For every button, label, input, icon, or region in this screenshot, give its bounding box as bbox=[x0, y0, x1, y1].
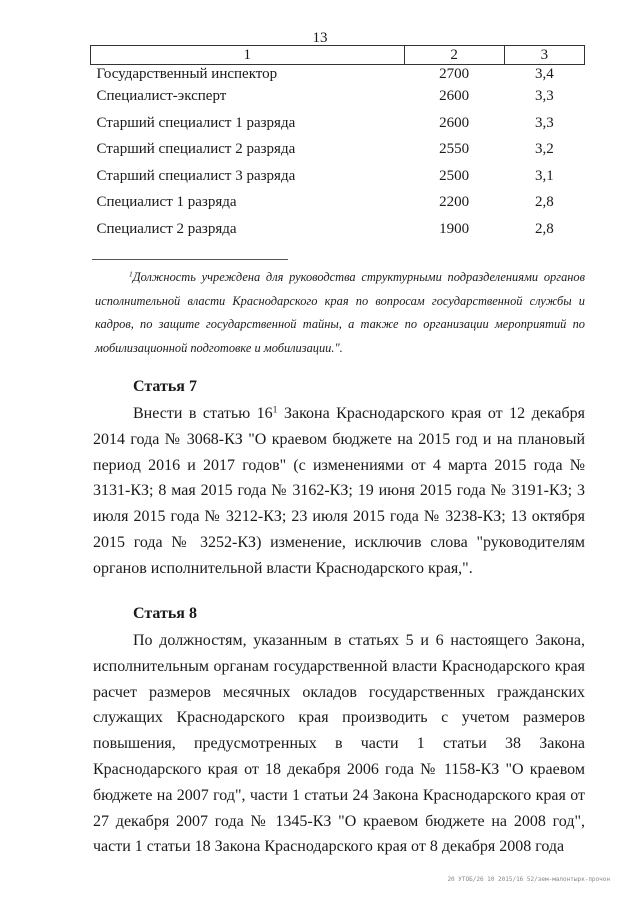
article-8-text: По должностям, указанным в статьях 5 и 6 настоящего Закона, исполнительным органам государственной власти Краснодарского края расчет размеров месячных окладов государственных гражданских служащих Краснодарского края производить с учетом размеров повышения, предусмотренных в части 1 статьи 38 Закона Краснодарского края от 18 декабря 2006 года № 1158-КЗ "О краевом бюджете на 2007 год", части 1 статьи 24 Закона Краснодарского края от 27 декабря 2007 года № 1345-КЗ "О краевом бюджете на 2008 год", части 1 статьи 18 Закона Краснодарского края от 8 декабря 2008 года bbox=[93, 632, 585, 856]
article-7-sup: 1 bbox=[272, 404, 278, 416]
table-row bbox=[91, 65, 585, 84]
document-stamp: 20 УТОБ/26 10 2015/16 52/зем-малонтырк-прочон bbox=[447, 876, 610, 883]
article-7-text bbox=[93, 401, 585, 582]
position-cell: Старший специалист 3 разряда bbox=[96, 167, 296, 184]
page-number: 13 bbox=[312, 30, 328, 46]
article-7-text-before: Внести в статью 16 bbox=[133, 405, 273, 422]
table-header-row bbox=[91, 46, 585, 65]
salary-table bbox=[90, 45, 585, 242]
position-cell: Специалист 1 разряда bbox=[96, 194, 237, 211]
position-cell: Старший специалист 1 разряда bbox=[96, 114, 296, 131]
salary-cell: 2200 bbox=[439, 194, 470, 211]
coef-cell: 3,3 bbox=[534, 88, 554, 105]
position-cell: Специалист 2 разряда bbox=[96, 220, 237, 237]
coef-cell: 3,1 bbox=[534, 167, 554, 184]
salary-cell: 2700 bbox=[439, 66, 470, 82]
footnote-divider bbox=[92, 259, 288, 260]
salary-cell: 2600 bbox=[439, 88, 470, 105]
salary-cell: 1900 bbox=[439, 220, 470, 237]
position-cell: Государственный инспектор bbox=[96, 66, 278, 82]
table-row bbox=[91, 216, 585, 243]
coef-cell: 3,2 bbox=[534, 141, 554, 158]
salary-cell: 2550 bbox=[439, 141, 470, 158]
article-7-text-after: Закона Краснодарского края от 12 декабря 2014 года № 3068-КЗ "О краевом бюджете на 2015 год и на плановый период 2016 и 2017 годов" (с изменениями от 4 марта 2015 года № 3131-КЗ; 8 мая 2015 года № 3162-КЗ; 19 июня 2015 года № 3191-КЗ; 3 июля 2015 года № 3212-КЗ; 23 июля 2015 года № 3238-КЗ; 13 октября 2015 года № 3252-КЗ) изменение, исключив слова "руководителям органов исполнительной власти Краснодарского края,". bbox=[93, 405, 586, 577]
table-header-cell: 2 bbox=[404, 46, 504, 65]
article-7-heading: Статья 7 bbox=[133, 378, 197, 395]
coef-cell: 3,4 bbox=[534, 66, 554, 82]
position-cell: Старший специалист 2 разряда bbox=[96, 141, 296, 158]
table-row bbox=[91, 189, 585, 216]
coef-cell: 2,8 bbox=[534, 194, 554, 211]
coef-cell: 3,3 bbox=[534, 114, 554, 131]
salary-cell: 2600 bbox=[439, 114, 470, 131]
table-header-cell: 3 bbox=[504, 46, 584, 65]
footnote-marker: 1 bbox=[129, 269, 133, 279]
table-header-cell: 1 bbox=[91, 46, 405, 65]
position-cell: Специалист-эксперт bbox=[96, 88, 227, 105]
salary-cell: 2500 bbox=[439, 167, 470, 184]
footnote-text: Должность учреждена для руководства структурными подразделениями органов исполнительной власти Краснодарского края по вопросам государственной службы и кадров, по защите государственной тайны, а также по организации мероприятий по мобилизационной подготовке и мобилизации.". bbox=[95, 270, 585, 355]
footnote bbox=[95, 266, 585, 360]
table-row bbox=[91, 163, 585, 190]
article-8-heading: Статья 8 bbox=[133, 605, 197, 622]
coef-cell: 2,8 bbox=[534, 220, 554, 237]
table-row bbox=[91, 110, 585, 137]
table-row bbox=[91, 83, 585, 110]
table-row bbox=[91, 136, 585, 163]
